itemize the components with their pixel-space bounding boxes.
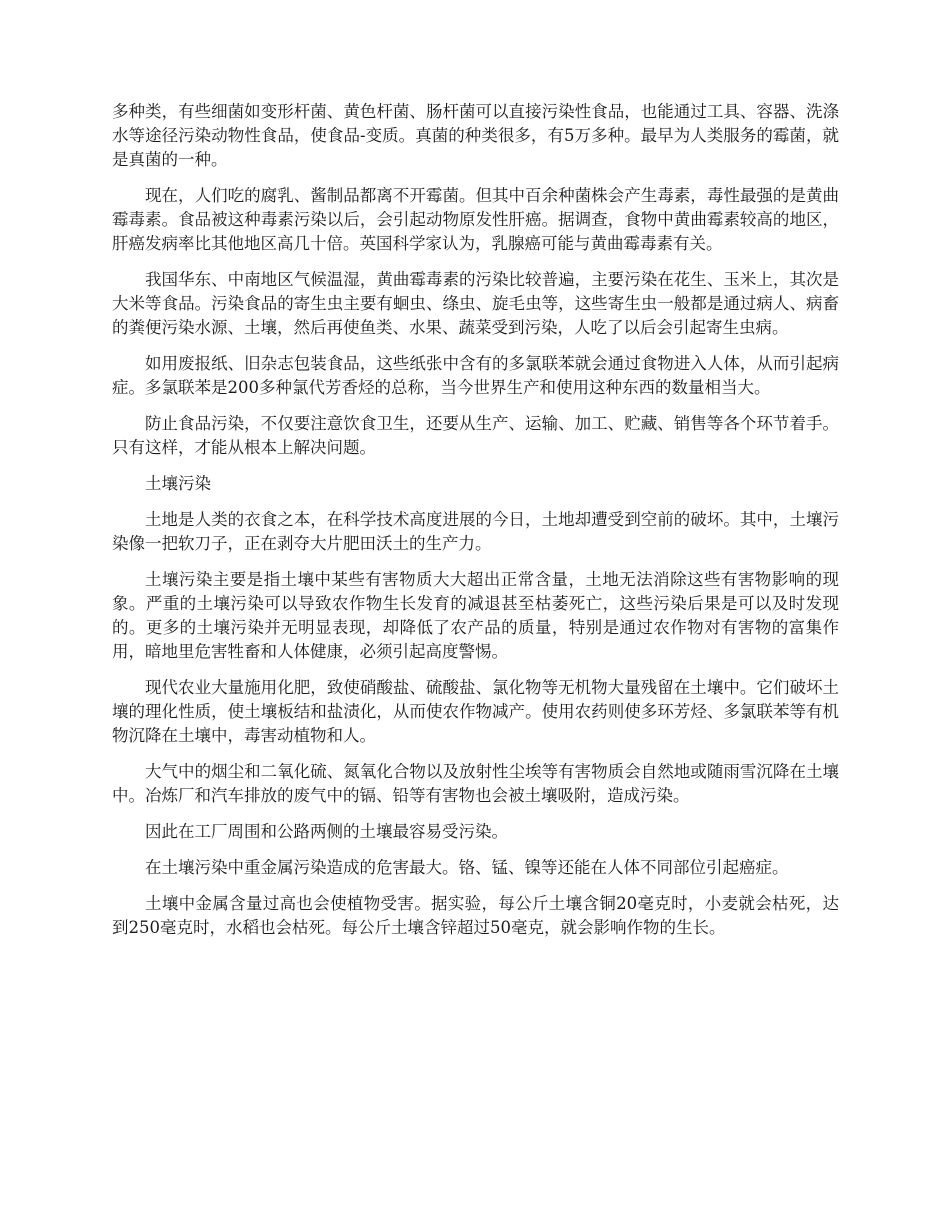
paragraph-bacteria-fungi: 多种类，有些细菌如变形杆菌、黄色杆菌、肠杆菌可以直接污染性食品，也能通过工具、容器、洗涤水等途径污染动物性食品，使食品-变质。真菌的种类很多，有5万多种。最早为人类服务的霉菌，就是真菌的一种。 <box>112 102 839 169</box>
paragraph-parasites: 我国华东、中南地区气候温湿，黄曲霉毒素的污染比较普遍，主要污染在花生、玉米上，其次是大米等食品。污染食品的寄生虫主要有蛔虫、绦虫、旋毛虫等，这些寄生虫一般都是通过病人、病畜的粪便污染水源、土壤，然后再使鱼类、水果、蔬菜受到污染，人吃了以后会引起寄生虫病。 <box>112 270 839 337</box>
paragraph-prevention: 防止食品污染，不仅要注意饮食卫生，还要从生产、运输、加工、贮藏、销售等各个环节着手。只有这样，才能从根本上解决问题。 <box>112 414 839 457</box>
paragraph-atmospheric-deposition: 大气中的烟尘和二氧化硫、氮氧化合物以及放射性尘埃等有害物质会自然地或随雨雪沉降在土壤中。冶炼厂和汽车排放的废气中的镉、铅等有害物也会被土壤吸附，造成污染。 <box>112 762 839 805</box>
paragraph-soil-intro: 土地是人类的衣食之本，在科学技术高度进展的今日，土地却遭受到空前的破坏。其中，土壤污染像一把软刀子，正在剥夺大片肥田沃土的生产力。 <box>112 510 839 553</box>
paragraph-metal-content: 土壤中金属含量过高也会使植物受害。据实验，每公斤土壤含铜20毫克时，小麦就会枯死，达到250毫克时，水稻也会枯死。每公斤土壤含锌超过50毫克，就会影响作物的生长。 <box>112 894 839 937</box>
paragraph-fertilizers: 现代农业大量施用化肥，致使硝酸盐、硫酸盐、氯化物等无机物大量残留在土壤中。它们破坏土壤的理化性质，使土壤板结和盐渍化，从而使农作物减产。使用农药则使多环芳烃、多氯联苯等有机物沉降在土壤中，毒害动植物和人。 <box>112 678 839 745</box>
paragraph-aflatoxin: 现在，人们吃的腐乳、酱制品都离不开霉菌。但其中百余种菌株会产生毒素，毒性最强的是黄曲霉毒素。食品被这种毒素污染以后，会引起动物原发性肝癌。据调查，食物中黄曲霉素较高的地区，肝癌发病率比其他地区高几十倍。英国科学家认为，乳腺癌可能与黄曲霉毒素有关。 <box>112 186 839 253</box>
paragraph-roadside-soil: 因此在工厂周围和公路两侧的土壤最容易受污染。 <box>145 822 508 841</box>
document-page <box>112 100 839 952</box>
section-heading-soil-pollution: 土壤污染 <box>145 474 211 493</box>
paragraph-pcb-packaging: 如用废报纸、旧杂志包装食品，这些纸张中含有的多氯联苯就会通过食物进入人体，从而引起病症。多氯联苯是200多种氯代芳香烃的总称，当今世界生产和使用这种东西的数量相当大。 <box>112 354 839 397</box>
paragraph-heavy-metals: 在土壤污染中重金属污染造成的危害最大。铬、锰、镍等还能在人体不同部位引起癌症。 <box>145 858 789 877</box>
paragraph-soil-definition: 土壤污染主要是指土壤中某些有害物质大大超出正常含量，土地无法消除这些有害物影响的现象。严重的土壤污染可以导致农作物生长发育的减退甚至枯萎死亡，这些污染后果是可以及时发现的。更多的土壤污染并无明显表现，却降低了农产品的质量，特别是通过农作物对有害物的富集作用，暗地里危害牲畜和人体健康，必须引起高度警惕。 <box>112 570 839 661</box>
